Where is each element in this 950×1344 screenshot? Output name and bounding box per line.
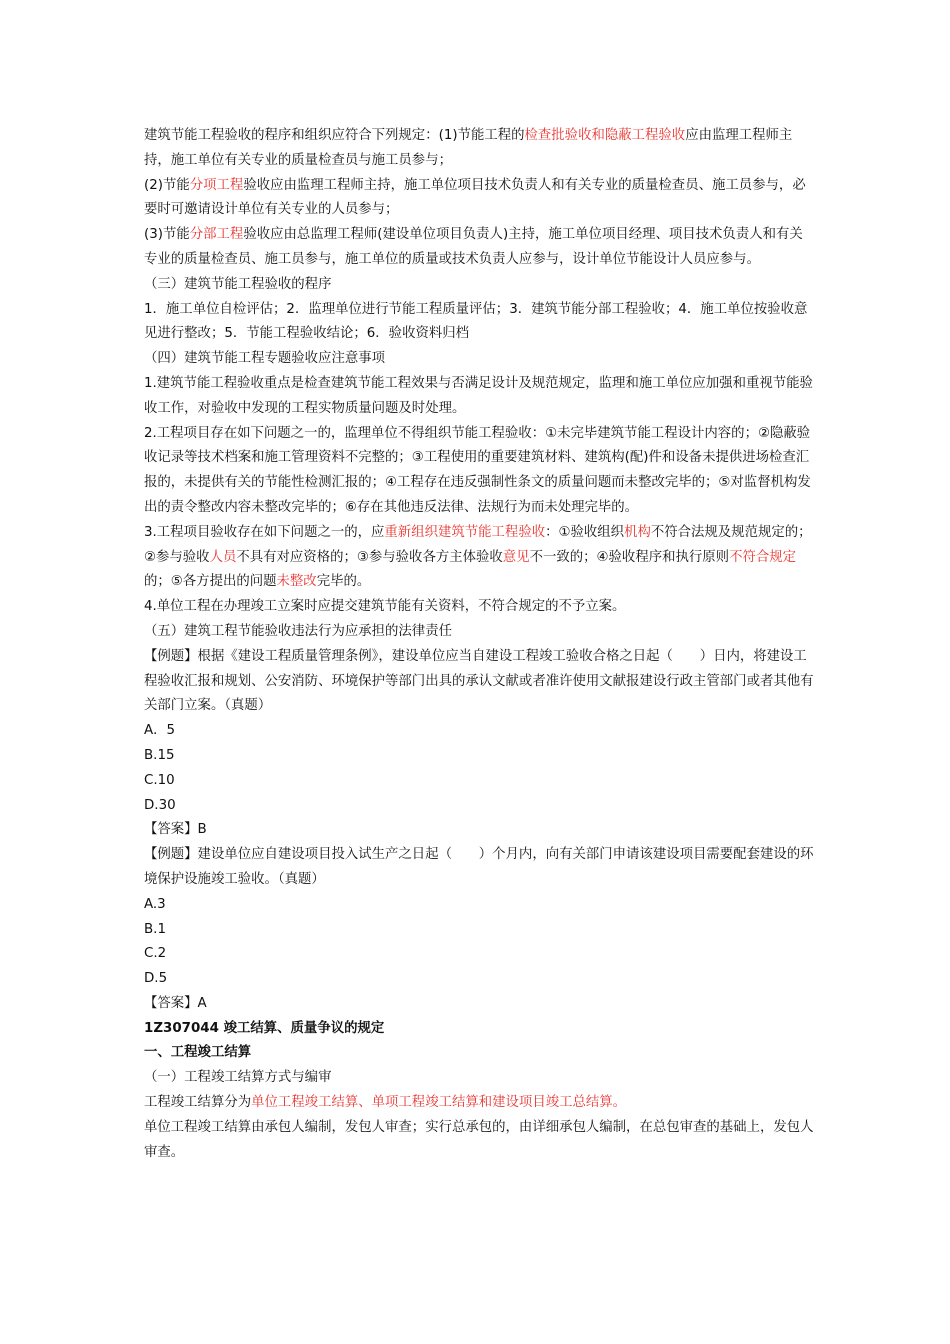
section-heading (144, 1017, 814, 1042)
text-segment: B.15 (144, 747, 175, 763)
text-segment: （四）建筑节能工程专题验收应注意事项 (144, 351, 386, 367)
highlighted-text: 重新组织建筑节能工程验收 (384, 524, 546, 540)
highlighted-text: 机构 (624, 524, 651, 540)
paragraph (144, 942, 814, 967)
paragraph (144, 918, 814, 943)
text-segment: (3)节能 (144, 227, 190, 243)
highlighted-text: 检查批验收和隐蔽工程验收 (524, 128, 686, 143)
paragraph (144, 1066, 814, 1091)
text-segment: 验收应由监理工程师主持，施工单位项目技术负责人和有关专业的质量检查员、施工员参与，必要时可邀请设计单位有关专业的人员参与； (144, 177, 806, 218)
text-segment: （三）建筑节能工程验收的程序 (144, 276, 332, 292)
text-segment: ：①验收组织 (545, 524, 625, 540)
paragraph (144, 744, 814, 769)
text-segment: 【例题】建设单位应自建设项目投入试生产之日起（ ）个月内，向有关部门申请该建设项目需要配套建设的环境保护设施竣工验收。（真题） (144, 847, 814, 887)
text-segment: 【答案】B (144, 822, 207, 838)
text-segment: 1.建筑节能工程验收重点是检查建筑节能工程效果与否满足设计及规范规定，监理和施工单位应加强和重视节能验收工作，对验收中发现的工程实物质量问题及时处理。 (144, 375, 813, 416)
text-segment: 的；⑤各方提出的问题 (144, 574, 277, 590)
section-heading (144, 1041, 814, 1066)
text-segment: （一）工程竣工结算方式与编审 (144, 1070, 332, 1086)
highlighted-text: 意见 (502, 549, 530, 565)
paragraph (144, 967, 814, 992)
paragraph (144, 1116, 814, 1166)
text-segment: A．5 (144, 723, 176, 739)
text-segment: 完毕的。 (316, 574, 371, 590)
highlighted-text: 分部工程 (189, 227, 244, 243)
paragraph (144, 372, 814, 422)
paragraph (144, 273, 814, 298)
paragraph (144, 818, 814, 843)
text-segment: 【答案】A (144, 995, 207, 1011)
text-segment: 验收应由总监理工程师(建设单位项目负责人)主持，施工单位项目经理、项目技术负责人和有关专业的质量检查员、施工员参与，施工单位的质量或技术负责人应参与，设计单位节能设计人员应参与。 (144, 227, 803, 267)
document-page (144, 124, 814, 1165)
paragraph (144, 223, 814, 273)
paragraph (144, 719, 814, 744)
text-segment: 1Z307044 竣工结算、质量争议的规定 (144, 1020, 385, 1036)
paragraph (144, 843, 814, 893)
paragraph (144, 794, 814, 819)
text-segment: B.1 (144, 921, 166, 937)
text-segment: 不符合法规及规范规定的；②参与验收 (144, 524, 812, 565)
paragraph (144, 893, 814, 918)
text-segment: 应由监理工程师主持，施工单位有关专业的质量检查员与施工员参与； (144, 128, 793, 168)
paragraph (144, 347, 814, 372)
text-segment: D.30 (144, 797, 176, 813)
text-segment: 1．施工单位自检评估；2．监理单位进行节能工程质量评估；3．建筑节能分部工程验收；4．施工单位按验收意见进行整改；5．节能工程验收结论；6．验收资料归档 (144, 301, 808, 342)
text-segment: D.5 (144, 971, 168, 987)
paragraph (144, 298, 814, 348)
text-segment: 4.单位工程在办理竣工立案时应提交建筑节能有关资料，不符合规定的不予立案。 (144, 599, 626, 615)
paragraph (144, 645, 814, 719)
text-segment: C.10 (144, 772, 175, 788)
text-segment: 一、工程竣工结算 (144, 1045, 252, 1061)
text-segment: A.3 (144, 896, 166, 912)
text-segment: C.2 (144, 946, 167, 962)
paragraph (144, 521, 814, 595)
paragraph (144, 992, 814, 1017)
text-segment: 2.工程项目存在如下问题之一的，监理单位不得组织节能工程验收：①未完毕建筑节能工程设计内容的；②隐蔽验收记录等技术档案和施工管理资料不完整的；③工程使用的重要建筑材料、建筑构(配)件和设备未提供进场检查汇报的，未提供有关的节能性检测汇报的；④工程存在违反强制性条文的质量问题而未整改完毕的；⑤对监督机构发出的责令整改内容未整改完毕的；⑥存在其他违反法律、法规行为而未处理完毕的。 (144, 425, 811, 515)
text-segment: 不一致的；④验收程序和执行原则 (529, 549, 730, 565)
highlighted-text: 单位工程竣工结算、单项工程竣工结算和建设项目竣工总结算。 (251, 1095, 627, 1111)
text-segment: (2)节能 (144, 177, 190, 193)
paragraph (144, 769, 814, 794)
highlighted-text: 不符合规定 (729, 549, 797, 565)
text-segment: （五）建筑工程节能验收违法行为应承担的法律责任 (144, 623, 452, 639)
paragraph (144, 620, 814, 645)
paragraph (144, 595, 814, 620)
text-segment: 建筑节能工程验收的程序和组织应符合下列规定：(1)节能工程的 (144, 128, 525, 143)
text-segment: 【例题】根据《建设工程质量管理条例》，建设单位应当自建设工程竣工验收合格之日起（ ）日内，将建设工程验收汇报和规划、公安消防、环境保护等部门出具的承认文献或者准许使用文献报建设行政主管部门或者其他有关部门立案。（真题） (144, 648, 814, 714)
text-segment: 工程竣工结算分为 (144, 1095, 252, 1111)
highlighted-text: 人员 (209, 549, 237, 565)
paragraph (144, 174, 814, 224)
text-segment: 3.工程项目验收存在如下问题之一的，应 (144, 524, 385, 540)
paragraph (144, 124, 814, 174)
text-segment: 单位工程竣工结算由承包人编制，发包人审查；实行总承包的，由详细承包人编制，在总包审查的基础上，发包人审查。 (144, 1119, 814, 1160)
highlighted-text: 未整改 (276, 574, 317, 590)
paragraph (144, 422, 814, 521)
text-segment: 不具有对应资格的；③参与验收各方主体验收 (236, 549, 503, 565)
paragraph (144, 1091, 814, 1116)
highlighted-text: 分项工程 (189, 177, 244, 193)
